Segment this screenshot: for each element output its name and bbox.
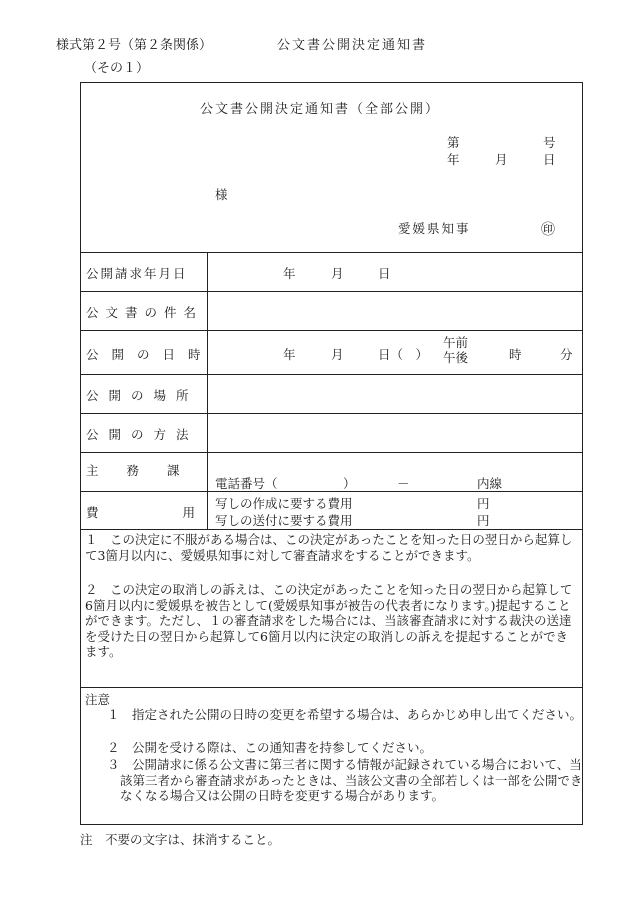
label-open-method: 公開の方法 xyxy=(86,427,199,442)
label-document-name: 公文書の件名 xyxy=(86,305,204,320)
fee-copy-make-yen: 円 xyxy=(477,496,490,511)
label-fees: 費用 xyxy=(86,505,280,520)
footnote: 注 不要の文字は、抹消すること。 xyxy=(80,832,281,847)
open-day-weekday: 日（ ） xyxy=(378,347,429,362)
request-month: 月 xyxy=(331,266,344,281)
caution-item: ３ 公開請求に係る公文書に第三者に関する情報が記録されている場合において、当該第三者から審査請求があったときは、当該公文書の全部若しくは一部を公開できなくなる場合又は公開の日時を変更する場合があります。 xyxy=(107,757,583,803)
issuer-name: 愛媛県知事 xyxy=(398,221,471,236)
open-pm: 午後 xyxy=(443,350,469,365)
phone-dash: － xyxy=(397,476,410,491)
instruction-appeal: １ この決定に不服がある場合は、この決定があったことを知った日の翌日から起算して3箇月以内に、愛媛県知事に対して審査請求をすることができます。 xyxy=(85,532,573,563)
extension-label: 内線 xyxy=(477,476,503,491)
label-request-date: 公開請求年月日 xyxy=(86,266,188,281)
label-responsible-section: 主務課 xyxy=(86,463,208,478)
issue-month: 月 xyxy=(495,152,508,167)
issue-year: 年 xyxy=(447,152,460,167)
caution-item: １ 指定された公開の日時の変更を希望する場合は、あらかじめ申し出てください。 xyxy=(107,707,583,722)
number-prefix: 第 xyxy=(447,135,460,150)
recipient-honorific: 様 xyxy=(215,187,228,202)
cautions-heading: 注意 xyxy=(85,692,111,707)
open-am: 午前 xyxy=(443,335,469,350)
fee-copy-send: 写しの送付に要する費用 xyxy=(215,513,353,528)
label-open-place: 公開の場所 xyxy=(86,388,199,403)
open-hour: 時 xyxy=(509,347,522,362)
form-number: 様式第２号（第２条関係） xyxy=(56,38,213,53)
fee-copy-make: 写しの作成に要する費用 xyxy=(215,496,353,511)
issue-day: 日 xyxy=(543,152,556,167)
open-minute: 分 xyxy=(560,347,573,362)
open-month: 月 xyxy=(331,347,344,362)
open-year: 年 xyxy=(283,347,296,362)
phone-close: ） xyxy=(343,476,356,491)
fee-copy-send-yen: 円 xyxy=(477,513,490,528)
number-suffix: 号 xyxy=(543,135,556,150)
instruction-lawsuit: ２ この決定の取消しの訴えは、この決定があったことを知った日の翌日から起算して6箇月以内に愛媛県を被告として(愛媛県知事が被告の代表者になります。)提起することができます。ただし、１の審査請求をした場合には、当該審査請求に対する裁決の送達を受けた日の翌日から起算して6箇月以内に決定の取消しの訴えを提起することができます。 xyxy=(85,582,573,659)
request-day: 日 xyxy=(378,266,391,281)
notice-title: 公文書公開決定通知書（全部公開） xyxy=(200,102,441,117)
form-subtitle: （その１） xyxy=(84,61,150,76)
form-header-title: 公文書公開決定通知書 xyxy=(277,38,428,53)
request-year: 年 xyxy=(283,266,296,281)
seal-mark: ㊞ xyxy=(541,222,555,238)
label-open-date: 公開の日時 xyxy=(86,347,214,362)
phone-label: 電話番号（ xyxy=(215,476,278,491)
caution-item: ２ 公開を受ける際は、この通知書を持参してください。 xyxy=(107,740,433,755)
